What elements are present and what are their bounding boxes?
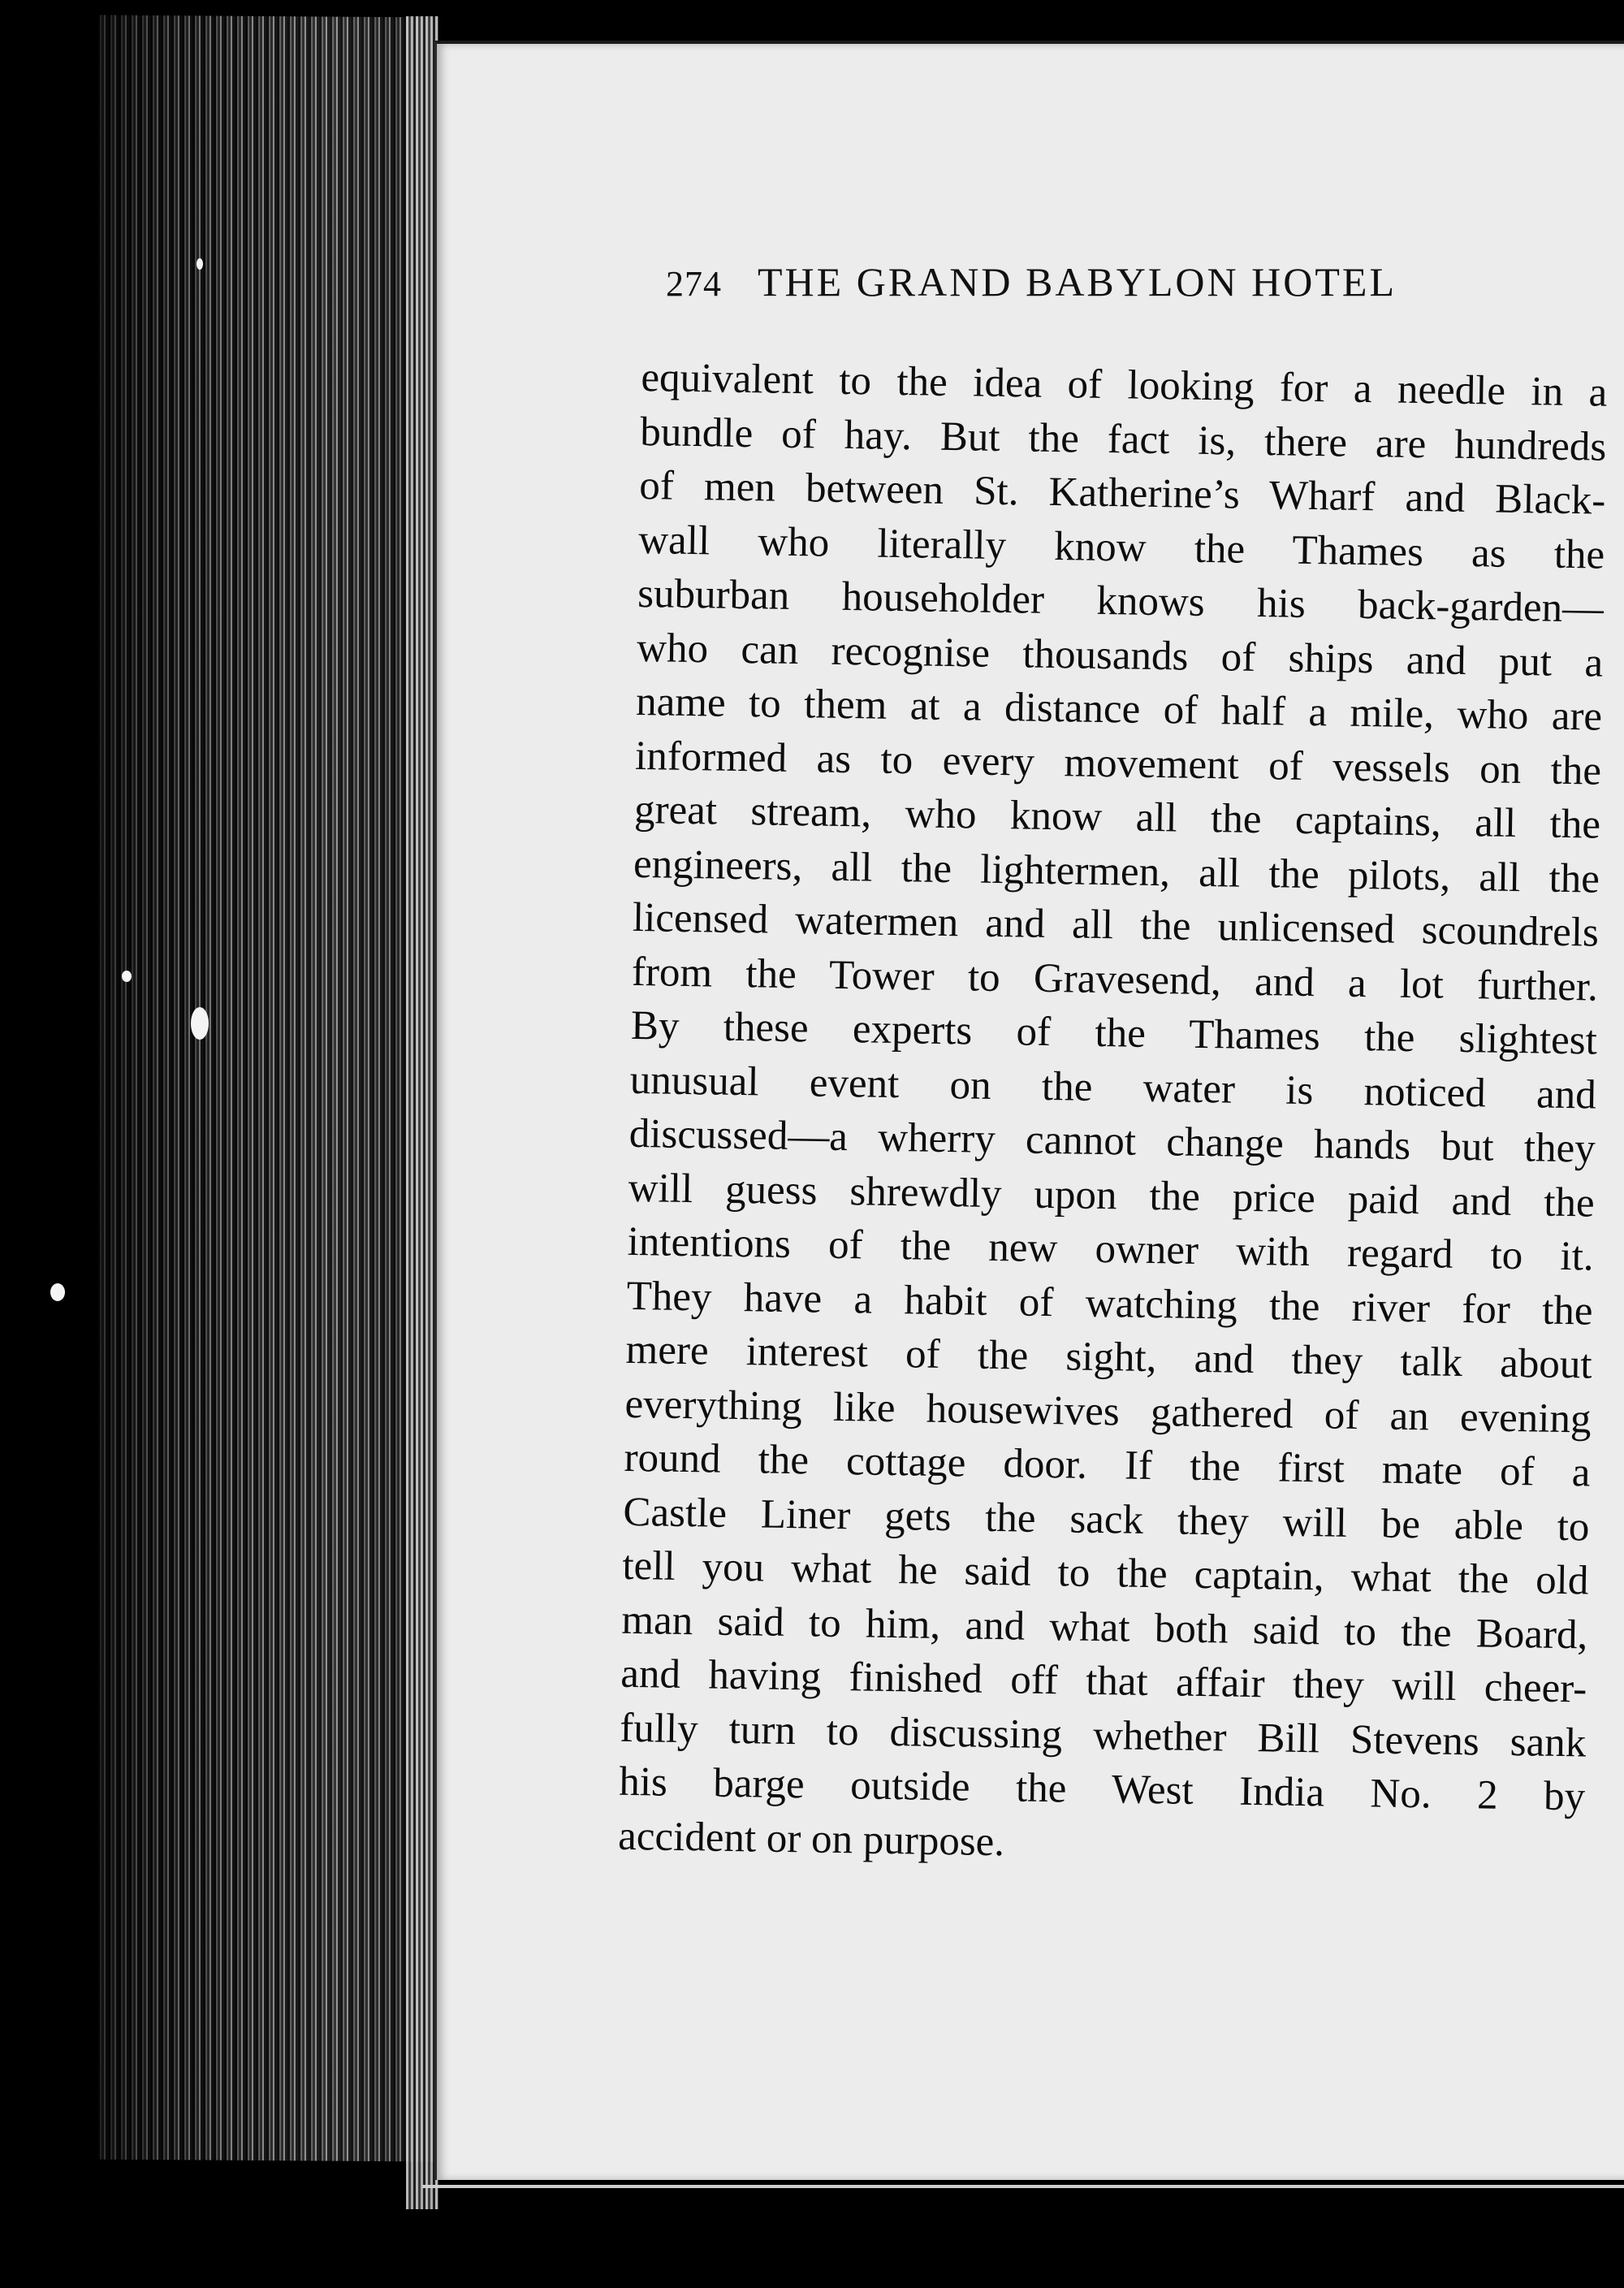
text-line: unusual event on the water is noticed and bbox=[629, 1057, 1597, 1118]
text-line: accident or on purpose. bbox=[617, 1813, 1005, 1865]
page-number: 274 bbox=[666, 264, 722, 304]
text-line: from the Tower to Gravesend, and a lot further. bbox=[631, 949, 1599, 1010]
text-line: wall who literally know the Thames as the bbox=[637, 517, 1605, 578]
text-line: and having finished off that affair they will cheer- bbox=[620, 1650, 1587, 1712]
text-line: name to them at a distance of half a mile, who are bbox=[635, 678, 1603, 740]
book-gutter bbox=[406, 16, 438, 2209]
text-line: mere interest of the sight, and they talk about bbox=[625, 1326, 1592, 1388]
text-line: licensed watermen and all the unlicensed scoundrels bbox=[632, 894, 1600, 956]
scan-speck bbox=[50, 1283, 65, 1301]
text-line: fully turn to discussing whether Bill Stevens sank bbox=[619, 1705, 1587, 1766]
text-line: round the cottage door. If the first mate of a bbox=[624, 1434, 1591, 1496]
text-line: who can recognise thousands of ships and put a bbox=[636, 625, 1604, 686]
running-title: THE GRAND BABYLON HOTEL bbox=[758, 259, 1397, 305]
text-line: engineers, all the lightermen, all the pilots, all the bbox=[633, 841, 1600, 902]
text-line: great stream, who know all the captains, all the bbox=[633, 786, 1601, 848]
text-line: of men between St. Katherine’s Wharf and Black- bbox=[638, 462, 1606, 524]
page-bottom-edge bbox=[422, 2185, 1624, 2188]
scan-speck bbox=[122, 971, 132, 982]
text-line: equivalent to the idea of looking for a needle in a bbox=[641, 354, 1608, 416]
text-line: Castle Liner gets the sack they will be able to bbox=[623, 1489, 1590, 1551]
scan-speck bbox=[197, 258, 203, 270]
text-line: intentions of the new owner with regard to it. bbox=[627, 1218, 1595, 1280]
text-line: discussed—a wherry cannot change hands but they bbox=[628, 1110, 1596, 1172]
text-line: will guess shrewdly upon the price paid and the bbox=[628, 1165, 1596, 1226]
scan-speck bbox=[191, 1007, 209, 1040]
book-page-edges bbox=[97, 15, 438, 2162]
text-line: informed as to every movement of vessels on the bbox=[634, 733, 1602, 794]
text-line: They have a habit of watching the river for the bbox=[626, 1273, 1594, 1334]
text-line: tell you what he said to the captain, what the old bbox=[622, 1542, 1589, 1604]
text-line: suburban householder knows his back-garden— bbox=[637, 570, 1605, 632]
text-line: his barge outside the West India No. 2 by bbox=[618, 1758, 1586, 1820]
text-line: everything like housewives gathered of an evening bbox=[624, 1381, 1592, 1442]
body-text bbox=[618, 351, 1608, 1878]
running-head bbox=[666, 258, 1518, 307]
text-line: By these experts of the Thames the slightest bbox=[630, 1002, 1598, 1064]
text-line: bundle of hay. But the fact is, there are hundreds bbox=[639, 409, 1607, 470]
text-line: man said to him, and what both said to the Board, bbox=[621, 1597, 1588, 1658]
